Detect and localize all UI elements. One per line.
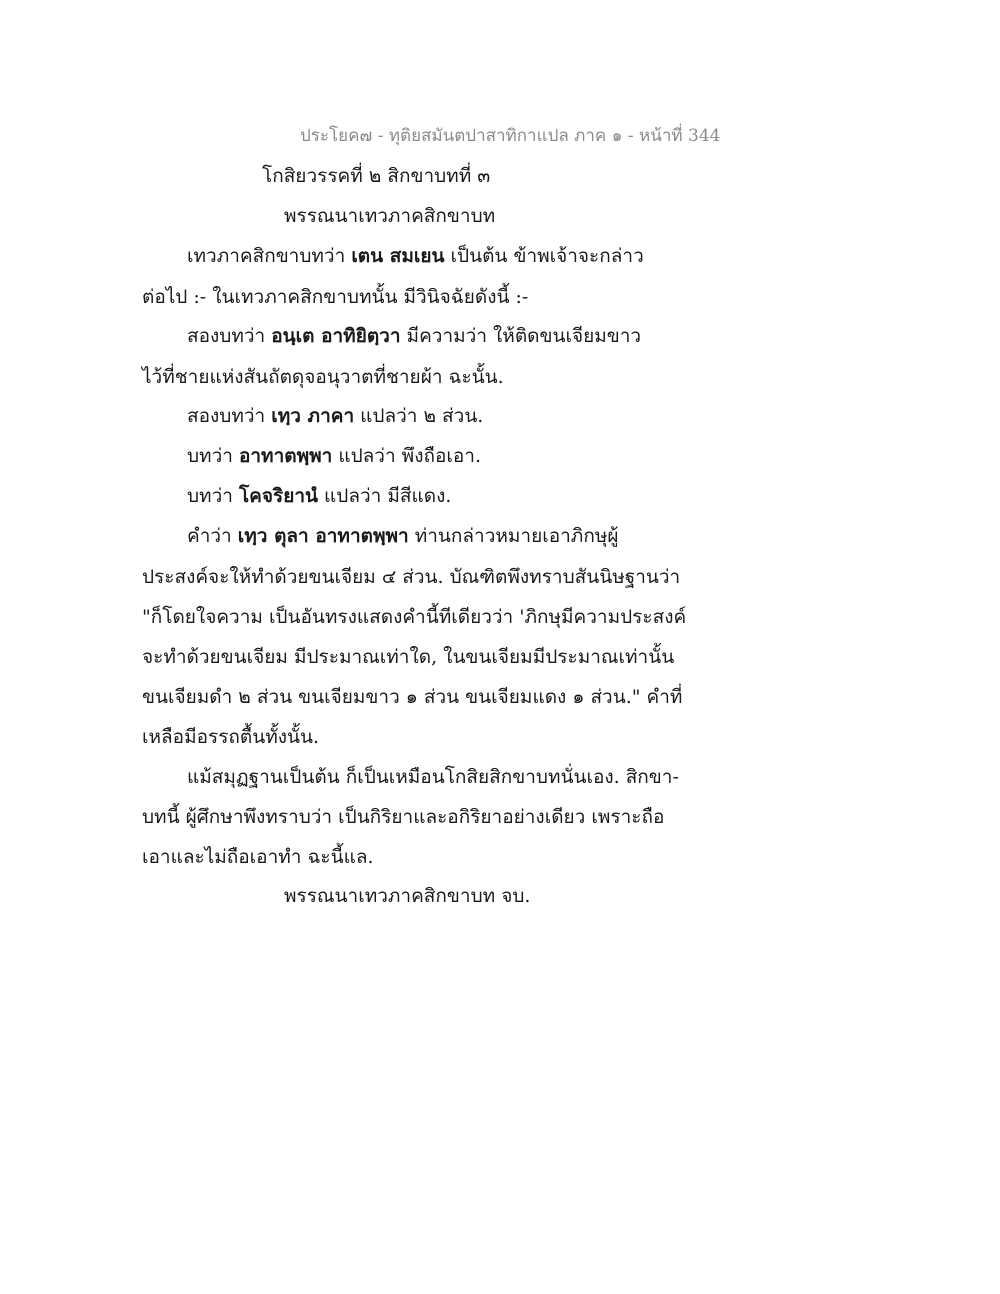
paragraph-6-line-1 xyxy=(187,522,619,550)
paragraph-7-line-3: เอาและไม่ถือเอาทำ ฉะนี้แล. xyxy=(142,846,374,868)
paragraph-1-line-2: ต่อไป :- ในเทวภาคสิกขาบทนั้น มีวินิจฉัยดังนี้ :- xyxy=(142,286,529,308)
text-run: แปลว่า ๒ ส่วน. xyxy=(354,405,484,427)
paragraph-6-line-4: จะทำด้วยขนเจียม มีประมาณเท่าใด, ในขนเจียมมีประมาณเท่านั้น xyxy=(142,646,675,668)
text-run: เป็นต้น ข้าพเจ้าจะกล่าว xyxy=(444,245,644,267)
paragraph-5 xyxy=(187,482,451,510)
text-run: เทวภาคสิกขาบทว่า xyxy=(187,245,352,267)
pali-term: อาทาตพฺพา xyxy=(238,445,333,467)
closing-line: พรรณนาเทวภาคสิกขาบท จบ. xyxy=(284,885,531,907)
pali-term: โคจริยานํ xyxy=(238,485,319,507)
chapter-title: โกสิยวรรคที่ ๒ สิกขาบทที่ ๓ xyxy=(262,165,491,187)
text-run: คำว่า xyxy=(187,525,238,547)
section-title: พรรณนาเทวภาคสิกขาบท xyxy=(284,205,496,227)
paragraph-4 xyxy=(187,442,481,470)
paragraph-6-line-6: เหลือมีอรรถตื้นทั้งนั้น. xyxy=(142,726,320,748)
paragraph-6-line-3: "ก็โดยใจความ เป็นอันทรงแสดงคำนี้ทีเดียวว่า 'ภิกษุมีความประสงค์ xyxy=(142,606,687,628)
text-run: ท่านกล่าวหมายเอาภิกษุผู้ xyxy=(408,525,619,547)
paragraph-6-line-2: ประสงค์จะให้ทำด้วยขนเจียม ๔ ส่วน. บัณฑิตพึงทราบสันนิษฐานว่า xyxy=(142,566,681,588)
pali-term: อนฺเต อาทิยิตฺวา xyxy=(271,325,401,347)
text-run: สองบทว่า xyxy=(187,325,272,347)
paragraph-7-line-2: บทนี้ ผู้ศึกษาพึงทราบว่า เป็นกิริยาและอกิริยาอย่างเดียว เพราะถือ xyxy=(142,806,665,828)
running-header: ประโยค๗ - ทุติยสมันตปาสาทิกาแปล ภาค ๑ - หน้าที่ 344 xyxy=(300,126,721,146)
pali-term: เทฺว ตุลา อาทาตพฺพา xyxy=(237,525,409,547)
paragraph-2-line-1 xyxy=(187,322,641,350)
paragraph-2-line-2: ไว้ที่ชายแห่งสันถัตดุจอนุวาตที่ชายผ้า ฉะนั้น. xyxy=(142,366,504,388)
text-run: มีความว่า ให้ติดขนเจียมขาว xyxy=(400,325,642,347)
text-run: แปลว่า มีสีแดง. xyxy=(318,485,452,507)
paragraph-3 xyxy=(187,402,483,430)
pali-term: เตน สมเยน xyxy=(351,245,445,267)
pali-term: เทฺว ภาคา xyxy=(271,405,355,427)
text-run: บทว่า xyxy=(187,485,239,507)
text-run: แปลว่า พึงถือเอา. xyxy=(332,445,482,467)
text-run: สองบทว่า xyxy=(187,405,272,427)
paragraph-7-line-1: แม้สมุฏฐานเป็นต้น ก็เป็นเหมือนโกสิยสิกขาบทนั่นเอง. สิกขา- xyxy=(187,766,679,788)
text-run: บทว่า xyxy=(187,445,239,467)
paragraph-6-line-5: ขนเจียมดำ ๒ ส่วน ขนเจียมขาว ๑ ส่วน ขนเจียมแดง ๑ ส่วน." คำที่ xyxy=(142,686,683,708)
paragraph-1-line-1 xyxy=(187,242,644,270)
